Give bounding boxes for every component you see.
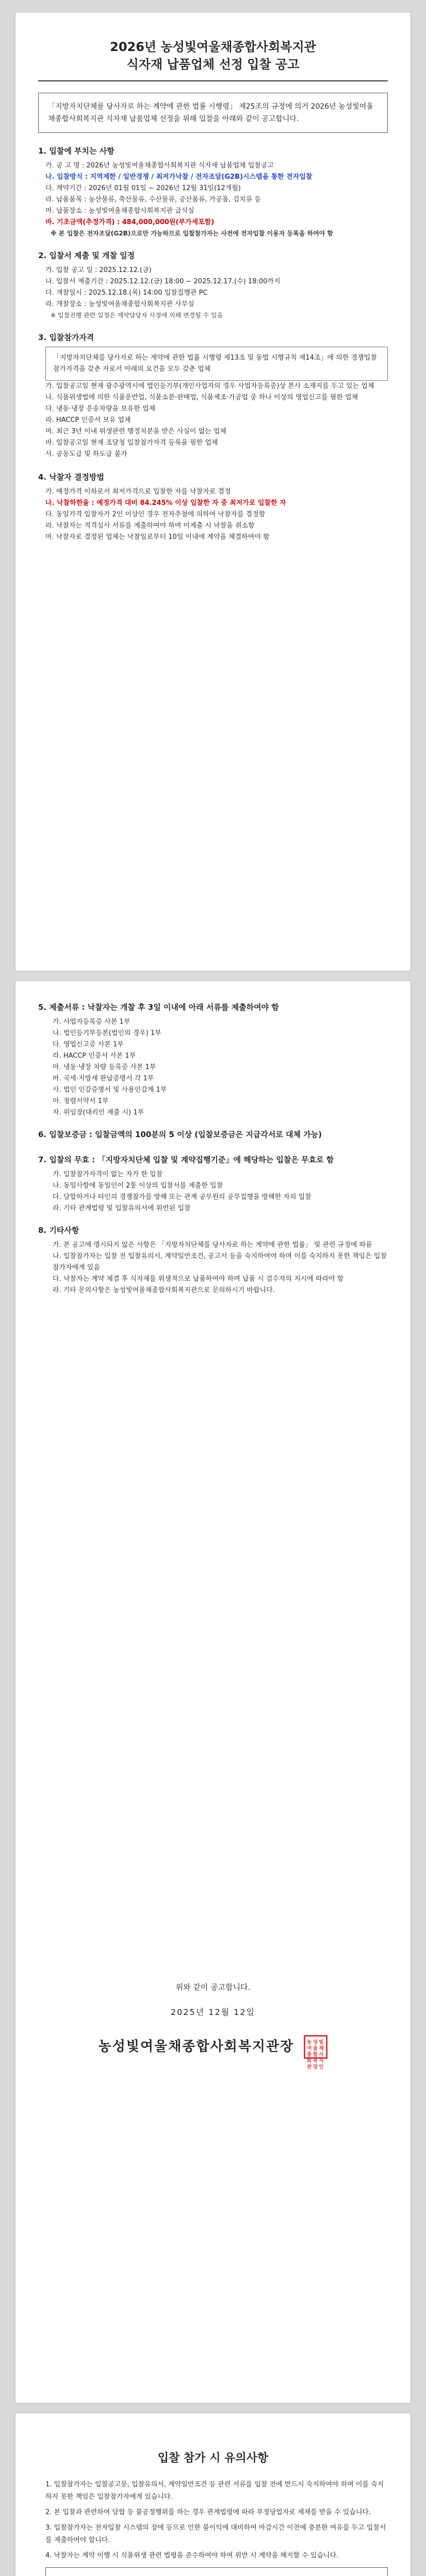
page-1 xyxy=(15,12,411,971)
closing-text: 위와 같이 공고합니다. xyxy=(175,1982,251,1992)
page-3 xyxy=(15,2413,411,2576)
paragraph: 아. 청렴서약서 1부 xyxy=(53,1097,109,1105)
section-note: ※ 본 입찰은 전자조달(G2B)으로만 가능하므로 입찰참가자는 사전에 전자입찰 이용자 등록을 하여야 함 xyxy=(51,230,334,237)
section-row: 라. 납품품목 : 농산물류, 축산물류, 수산물류, 공산품류, 가공품, 김치류 등 xyxy=(45,196,261,204)
section-note: ※ 입찰진행 관련 일정은 계약담당자 사정에 의해 변경될 수 있음 xyxy=(51,312,223,319)
section-row: 마. 납품장소 : 농성빛여울채종합사회복지관 급식실 xyxy=(45,207,194,215)
paragraph: 4. 낙찰자는 계약 이행 시 식품위생 관련 법령을 준수하여야 하며 위반 시 계약을 해지할 수 있습니다. xyxy=(45,2552,339,2560)
section-row: 마. 최근 3년 이내 위생관련 행정처분을 받은 사실이 없는 업체 xyxy=(45,428,226,435)
official-seal-icon: 농성빛여울채종합사회복지관장인 xyxy=(304,2035,327,2059)
paragraph: 마. 냉동·냉장 차량 등록증 사본 1부 xyxy=(53,1063,156,1071)
document-title xyxy=(38,38,388,73)
announcement-date: 2025년 12월 12일 xyxy=(171,2007,255,2017)
section-row: 나. 식품위생법에 의한 식품운반업, 식품소분·판매업, 식품제조·가공업 중 하나 이상의 영업신고를 필한 업체 xyxy=(45,394,358,401)
section-row: 나. 입찰방식 : 지역제한 / 일반경쟁 / 최저가낙찰 / 전자조달(G2B)시스템을 통한 전자입찰 xyxy=(45,173,313,181)
organization-label: 농성빛여울채종합사회복지관장 xyxy=(98,2039,294,2055)
section-heading: 4. 낙찰자 결정방법 xyxy=(38,472,105,482)
title-line-2: 식자재 납품업체 선정 입찰 공고 xyxy=(126,57,300,72)
section-row: 가. 입찰공고일 현재 광주광역시에 법인등기부(개인사업자의 경우 사업자등록증)상 본사 소재지를 두고 있는 업체 xyxy=(45,382,374,390)
paragraph: 가. 입찰참가자격이 없는 자가 한 입찰 xyxy=(53,1171,163,1178)
paragraph: 라. 기타 문의사항은 농성빛여울채종합사회복지관으로 문의하시기 바랍니다. xyxy=(53,1286,275,1294)
section-row: 라. HACCP 인증서 보유 업체 xyxy=(45,416,131,424)
section-heading: 5. 제출서류 : 낙찰자는 개찰 후 3일 이내에 아래 서류를 제출하여야 함 xyxy=(38,1003,279,1012)
paragraph: 라. 기타 관계법령 및 입찰유의서에 위반된 입찰 xyxy=(53,1205,191,1212)
paragraph: 가. 사업자등록증 사본 1부 xyxy=(53,1018,130,1026)
section-row: 바. 입찰공고일 현재 조달청 입찰참가자격 등록을 필한 업체 xyxy=(45,439,218,447)
section-row: 다. 계약기간 : 2026년 01월 01일 ~ 2026년 12월 31일(12개월) xyxy=(45,184,241,192)
section-heading: 7. 입찰의 무효 : 「지방자치단체 입찰 및 계약집행기준」에 해당하는 입찰은 무효로 함 xyxy=(38,1155,334,1164)
organization-name xyxy=(38,2035,388,2070)
section-row: 마. 낙찰자로 결정된 업체는 낙찰일로부터 10일 이내에 계약을 체결하여야 함 xyxy=(45,533,270,541)
qualification-box: 「지방자치단체를 당사자로 하는 계약에 관한 법률 시행령 제13조 및 동법 시행규칙 제14조」에 의한 경쟁입찰 참가자격을 갖춘 자로서 아래의 요건을 모두 갖춘 업체 xyxy=(45,347,388,381)
section-row: 다. 동일가격 입찰자가 2인 이상인 경우 전자추첨에 의하여 낙찰자를 결정함 xyxy=(45,511,266,518)
section-heading: 2. 입찰서 제출 및 개찰 일정 xyxy=(38,251,135,260)
paragraph: 라. HACCP 인증서 사본 1부 xyxy=(53,1052,136,1060)
paragraph: 다. 담합하거나 타인의 경쟁참가를 방해 또는 관계 공무원의 공무집행을 방해한 자의 입찰 xyxy=(53,1193,312,1201)
paragraph: 나. 동일사항에 동일인이 2통 이상의 입찰서를 제출한 입찰 xyxy=(53,1182,223,1190)
title-line-1: 2026년 농성빛여울채종합사회복지관 xyxy=(110,40,316,54)
paragraph: 나. 법인등기부등본(법인의 경우) 1부 xyxy=(53,1029,161,1037)
section-row: 가. 공 고 명 : 2026년 농성빛여울채종합사회복지관 식자재 납품업체 입찰공고 xyxy=(45,162,274,170)
section-2 xyxy=(38,250,388,320)
title-divider xyxy=(38,80,388,81)
section-row: 나. 낙찰하한율 : 예정가격 대비 84.245% 이상 입찰한 자 중 최저가로 입찰한 자 xyxy=(45,499,286,507)
section-row: 나. 입찰서 제출기간 : 2025.12.12.(금) 18:00 ~ 2025.12.17.(수) 18:00까지 xyxy=(45,278,281,285)
section-row: 사. 공동도급 및 하도급 불가 xyxy=(45,450,127,458)
section-row: 라. 낙찰자는 적격심사 서류를 제출하여야 하며 미제출 시 낙찰을 취소함 xyxy=(45,522,255,530)
section-row: 라. 개찰장소 : 농성빛여울채종합사회복지관 사무실 xyxy=(45,300,194,308)
notice-box xyxy=(45,2567,388,2576)
paragraph: 1. 입찰참가자는 입찰공고문, 입찰유의서, 계약일반조건 등 관련 서류를 입찰 전에 반드시 숙지하여야 하며 이를 숙지하지 못한 책임은 입찰참가자에게 있습니다. xyxy=(45,2481,384,2501)
section-heading: 8. 기타사항 xyxy=(38,1226,79,1235)
intro-box: 「지방자치단체를 당사자로 하는 계약에 관한 법률 시행령」 제25조의 규정에 의거 2026년 농성빛여울채종합사회복지관 식자재 납품업체 선정을 위해 입찰을 아래와 같이 공고합니다. xyxy=(38,93,388,133)
paragraph: 다. 영업신고증 사본 1부 xyxy=(53,1041,124,1048)
paragraph: 가. 본 공고에 명시되지 않은 사항은 「지방자치단체를 당사자로 하는 계약에 관한 법률」 및 관련 규정에 따름 xyxy=(53,1241,372,1249)
paragraph: 2. 본 입찰과 관련하여 담합 등 불공정행위를 하는 경우 관계법령에 따라 부정당업자로 제재를 받을 수 있습니다. xyxy=(45,2509,371,2516)
section-row: 가. 입찰 공고 일 : 2025.12.12.(금) xyxy=(45,266,152,274)
paragraph: 3. 입찰참가자는 전자입찰 시스템의 장애 등으로 인한 불이익에 대비하여 마감시간 이전에 충분한 여유를 두고 입찰서를 제출하여야 합니다. xyxy=(45,2524,386,2544)
notice-title: 입찰 참가 시 유의사항 xyxy=(157,2452,269,2465)
paragraph: 나. 입찰참가자는 입찰 전 입찰유의서, 계약일반조건, 공고서 등을 숙지하여야 하며 이를 숙지하지 못한 책임은 입찰참가자에게 있음 xyxy=(53,1252,387,1272)
section-row: 바. 기초금액(추정가격) : 484,000,000원(부가세포함) xyxy=(45,218,215,226)
paragraph: 바. 국세·지방세 완납증명서 각 1부 xyxy=(53,1075,154,1082)
section-heading: 1. 입찰에 부치는 사항 xyxy=(38,146,114,156)
section-row: 다. 냉동·냉장 운송차량을 보유한 업체 xyxy=(45,405,156,413)
page-2 xyxy=(15,981,411,2403)
section-4 xyxy=(38,471,388,543)
section-row: 다. 개찰일시 : 2025.12.18.(목) 14:00 입찰집행관 PC xyxy=(45,289,208,297)
paragraph: 사. 법인 인감증명서 및 사용인감계 1부 xyxy=(53,1086,167,1094)
section-3 xyxy=(38,332,388,460)
paragraph: 다. 낙찰자는 계약 체결 후 식자재를 위생적으로 납품하여야 하며 납품 시 검수자의 지시에 따라야 함 xyxy=(53,1275,344,1283)
section-heading: 3. 입찰참가자격 xyxy=(38,333,94,342)
paragraph: 자. 위임장(대리인 제출 시) 1부 xyxy=(53,1109,144,1116)
section-row: 가. 예정가격 이하로서 최저가격으로 입찰한 자를 낙찰자로 결정 xyxy=(45,488,231,496)
section-1 xyxy=(38,145,388,239)
section-heading: 6. 입찰보증금 : 입찰금액의 100분의 5 이상 (입찰보증금은 지급각서로 대체 가능) xyxy=(38,1130,322,1139)
